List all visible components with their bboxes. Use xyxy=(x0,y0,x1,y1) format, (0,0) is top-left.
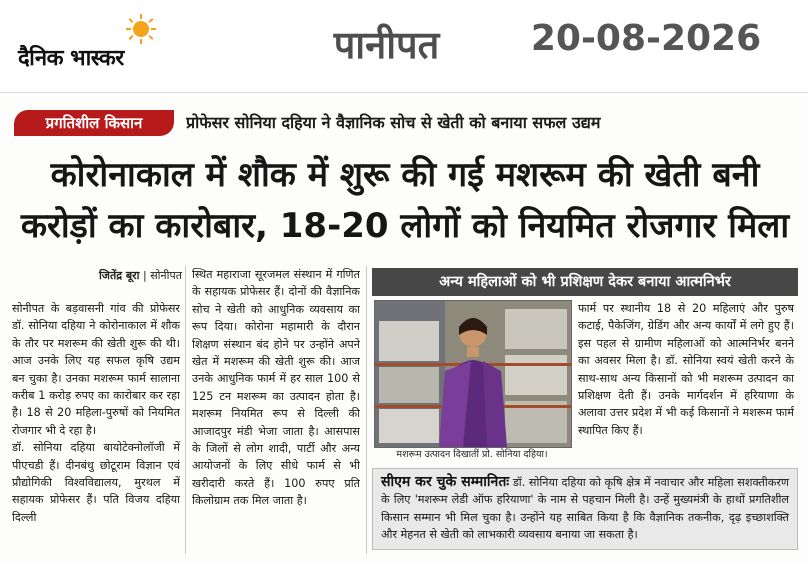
headline-line-2: करोड़ों का कारोबार, 18-20 लोगों को नियमित रोजगार मिला xyxy=(20,206,790,246)
author-name: जितेंद्र बूरा xyxy=(98,269,140,282)
logo-text: दैनिक भास्कर xyxy=(18,46,124,71)
headline-line-1: कोरोनाकाल में शौक में शुरू की गई मशरूम की खेती बनी xyxy=(50,155,760,195)
honor-text: डॉ. सोनिया दहिया को कृषि क्षेत्र में नवाचार और महिला सशक्तीकरण के लिए 'मशरूम लेडी ऑफ हरियाणा' के नाम से पहचान मिली है। उन्हें मुख्यमंत्री के हाथों प्रगतिशील किसान सम्मान भी मिल चुका है। उन्होंने यह साबित किया है कि वैज्ञानिक तकनीक, दृढ़ इच्छाशक्ति और मेहनत से खेती को लाभकारी व्यवसाय बनाया जा सकता है। xyxy=(381,476,789,542)
paragraph: फार्म पर स्थानीय 18 से 20 महिलाएं और पुरुष कटाई, पैकेजिंग, ग्रेडिंग और अन्य कार्यों में लगे हुए हैं। इस पहल से ग्रामीण महिलाओं को आत्मनिर्भर बनने का अवसर मिला है। डॉ. सोनिया स्वयं खेती करने के साथ-साथ अन्य किसानों को भी मशरूम उत्पादन का प्रशिक्षण देती हैं। उनके मार्गदर्शन में हरियाणा के अलावा उत्तर प्रदेश में भी कई किसानों ने मशरूम फार्म स्थापित किए हैं। xyxy=(578,302,794,437)
sub-headline: अन्य महिलाओं को भी प्रशिक्षण देकर बनाया आत्मनिर्भर xyxy=(372,268,798,296)
kicker-row xyxy=(0,104,808,142)
byline xyxy=(10,266,182,286)
edition-city: पानीपत xyxy=(333,23,440,67)
headline xyxy=(10,150,800,256)
masthead xyxy=(0,0,808,93)
author-place: सोनीपत xyxy=(150,269,182,282)
newspaper-logo xyxy=(18,14,238,76)
sun-icon xyxy=(126,14,156,44)
article-column-1 xyxy=(12,300,180,556)
photo-caption: मशरूम उत्पादन दिखातीं प्रो. सोनिया दहिया। xyxy=(396,449,548,460)
article-column-3 xyxy=(578,300,794,464)
paragraph: सोनीपत के बड़वासनी गांव की प्रोफेसर डॉ. सोनिया दहिया ने कोरोनाकाल में शौक के तौर पर मशरूम की खेती शुरू की थी। आज उनके लिए यह सफल कृषि उद्यम बन चुका है। उनका मशरूम फार्म सालाना करीब 1 करोड़ रुपए का कारोबार कर रहा है। 18 से 20 महिला-पुरुषों को नियमित रोजगार भी दे रहा है। xyxy=(12,302,180,437)
paragraph: डॉ. सोनिया दहिया बायोटेक्नोलॉजी में पीएचडी हैं। दीनबंधु छोटूराम विज्ञान एवं प्रौद्योगिकी विश्वविद्यालय, मुरथल में सहायक प्रोफेसर हैं। पति विजय दहिया दिल्ली xyxy=(12,441,180,524)
summary-line: प्रोफेसर सोनिया दहिया ने वैज्ञानिक सोच से खेती को बनाया सफल उद्यम xyxy=(186,113,601,132)
paragraph: स्थित महाराजा सूरजमल संस्थान में गणित के सहायक प्रोफेसर हैं। दोनों की वैज्ञानिक सोच ने खेती को आधुनिक व्यवसाय का रूप दिया। कोरोना महामारी के दौरान शिक्षण संस्थान बंद होने पर उन्होंने अपने खेत में मशरूम की खेती शुरू की। आज उनके आधुनिक फार्म में हर साल 100 से 125 टन मशरूम का उत्पादन होता है। मशरूम नियमित रूप से दिल्ली की आजादपुर मंडी भेजा जाता है। आसपास के जिलों से लोग शादी, पार्टी और अन्य आयोजनों के लिए सीधे फार्म से भी खरीदारी करते हैं। 100 रुपए प्रति किलोग्राम तक मिल जाता है। xyxy=(192,268,360,508)
farm-photo xyxy=(374,300,572,448)
article-column-2 xyxy=(192,266,360,554)
edition-date: 20-08-2026 xyxy=(530,18,762,59)
byline-separator: | xyxy=(143,269,151,282)
category-badge: प्रगतिशील किसान xyxy=(14,110,174,136)
mushroom-farm-image xyxy=(375,301,571,447)
honor-label: सीएम कर चुके सम्मानितः xyxy=(381,474,510,490)
column-divider xyxy=(366,266,367,554)
column-divider xyxy=(185,266,186,554)
honor-box xyxy=(372,468,798,550)
